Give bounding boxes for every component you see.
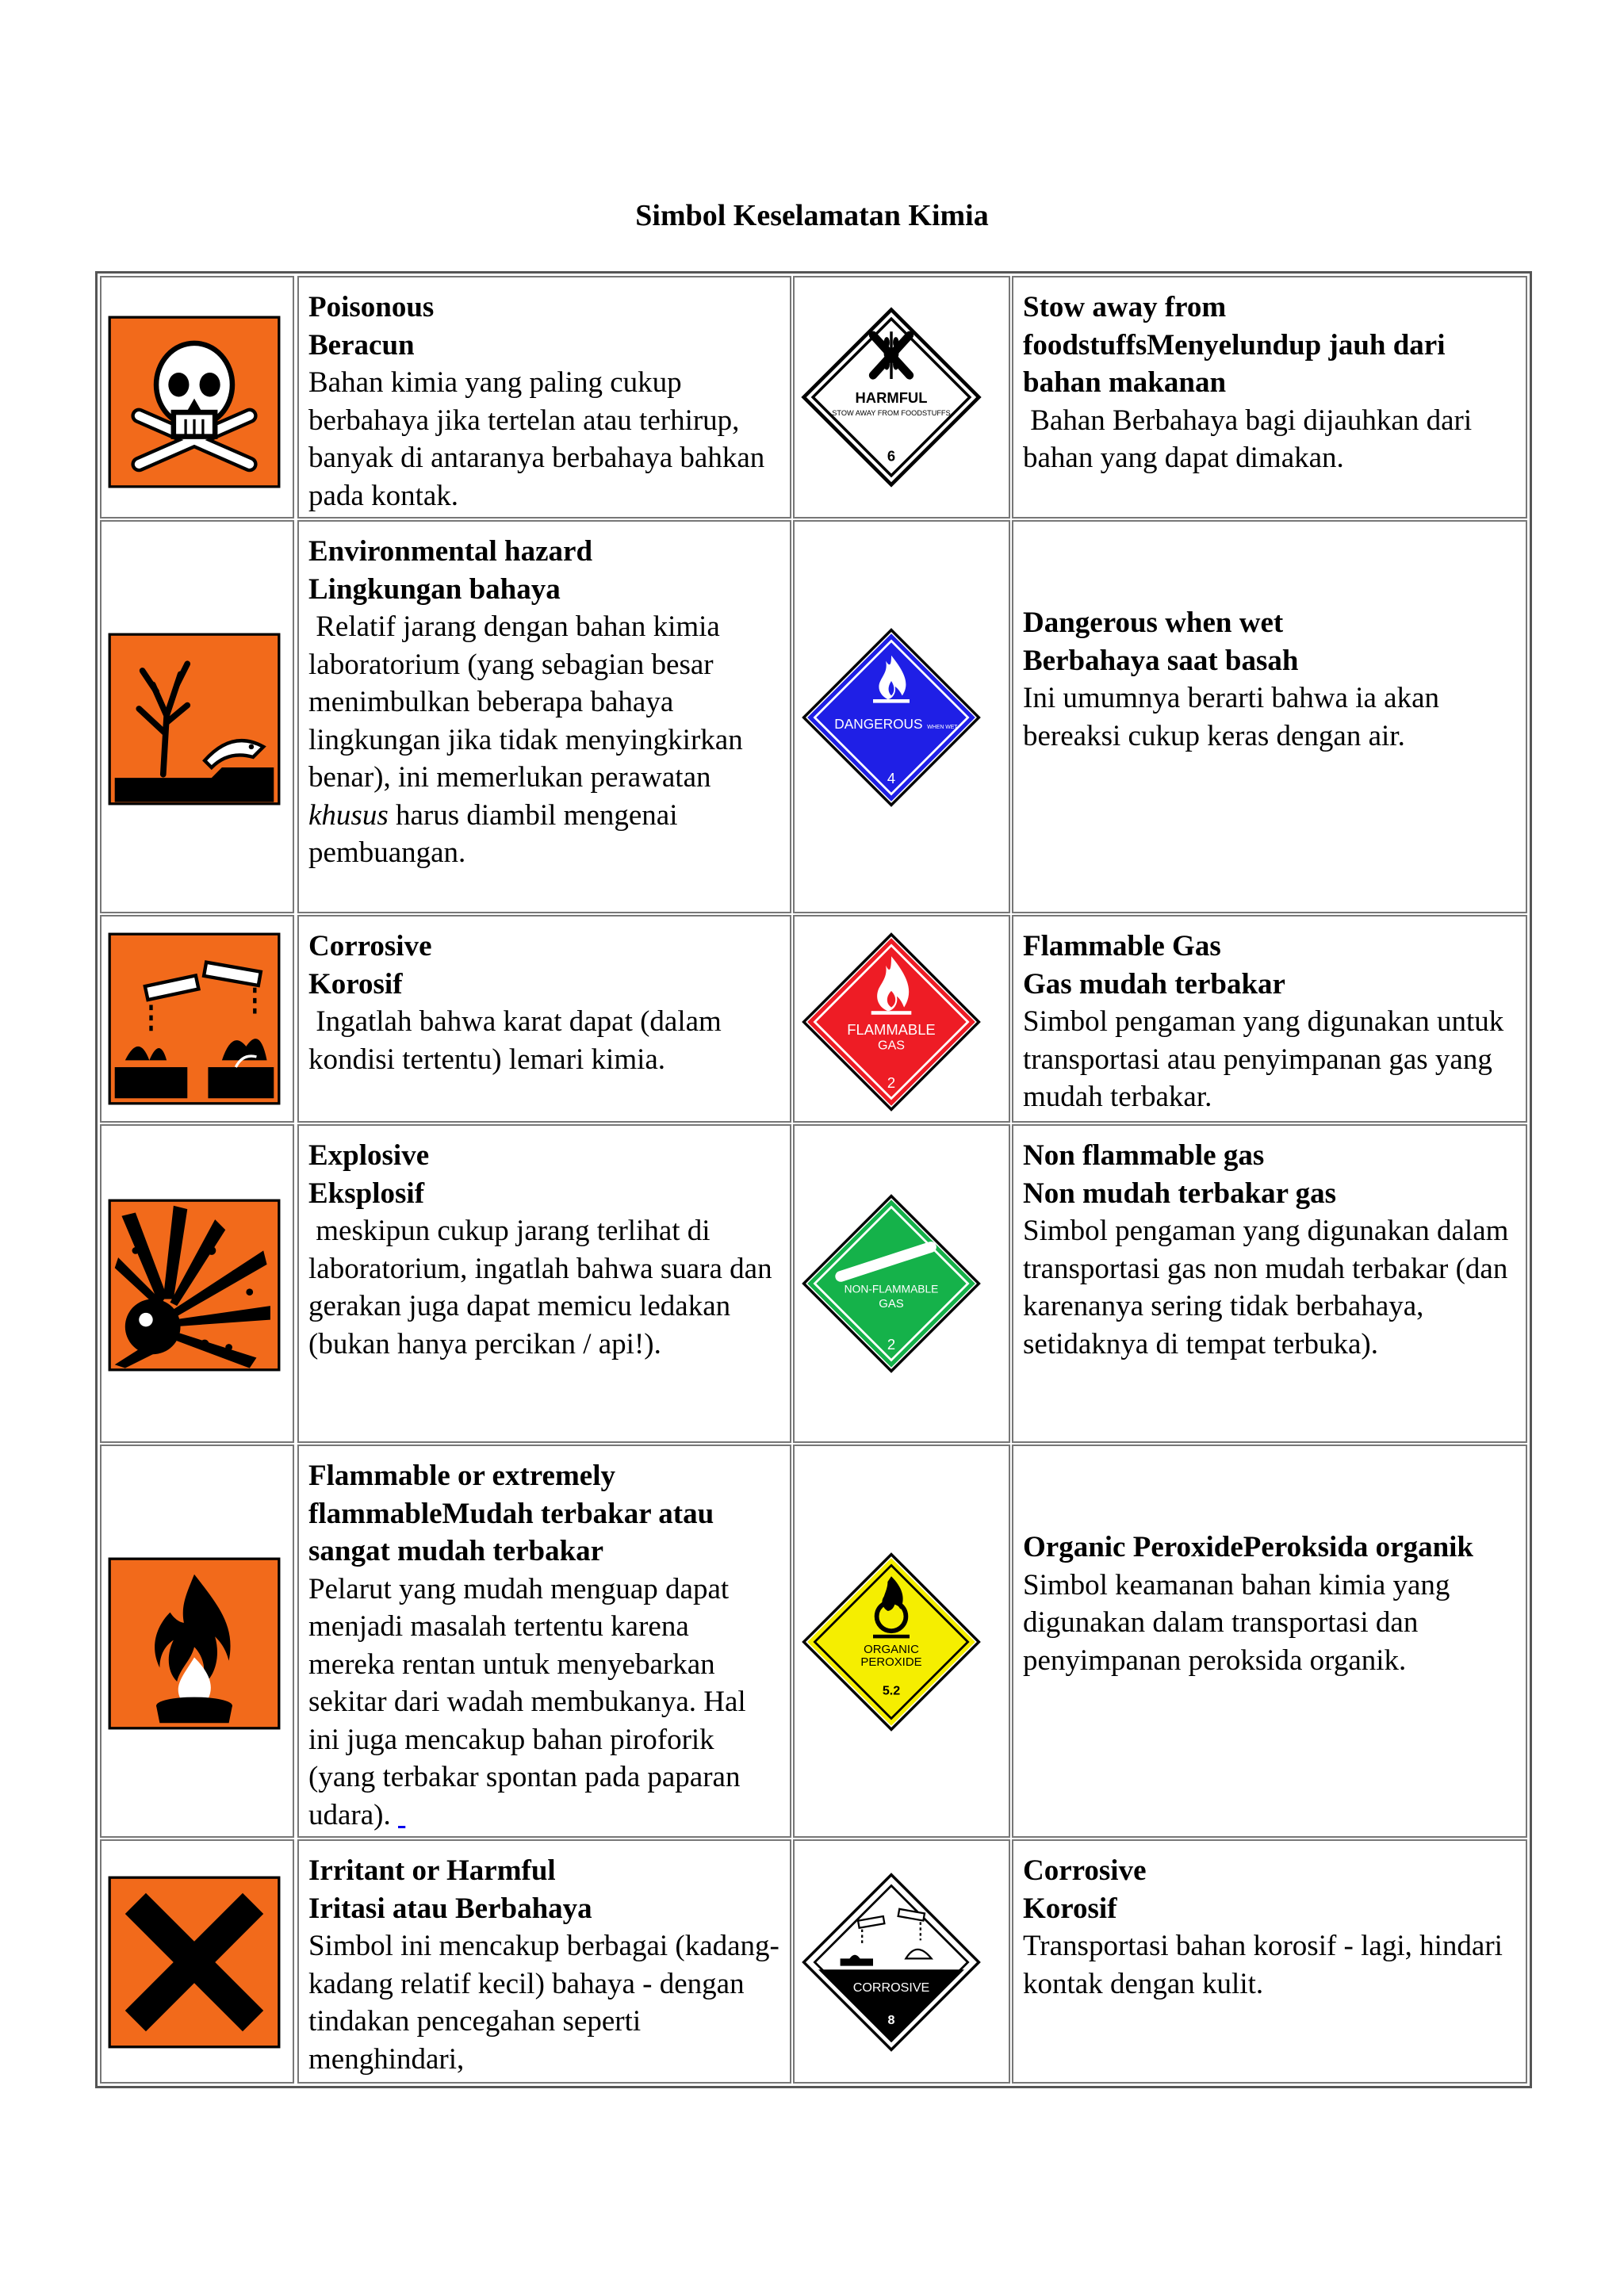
table-cell bbox=[297, 1839, 791, 2084]
table-cell bbox=[100, 1445, 294, 1838]
table-cell bbox=[793, 1124, 1010, 1443]
symbol-description: Bahan kimia yang paling cukup berbahaya jika tertelan atau terhirup, banyak di antaranya berbahaya bahkan pada kontak. bbox=[308, 366, 772, 512]
table-cell bbox=[100, 276, 294, 519]
skull-crossbones-icon bbox=[108, 316, 281, 488]
table-cell bbox=[793, 276, 1010, 519]
symbol-description: Simbol pengaman yang digunakan untuk transportasi atau penyimpanan gas yang mudah terbakar. bbox=[1023, 1005, 1511, 1113]
symbol-heading: Corrosive Korosif bbox=[308, 930, 432, 1001]
placard-class-number: 4 bbox=[887, 769, 896, 786]
symbol-description: Transportasi bahan korosif - lagi, hindari kontak dengan kulit. bbox=[1023, 1930, 1511, 2000]
dangerous-when-wet-placard-icon bbox=[800, 626, 982, 809]
page-title: Simbol Keselamatan Kimia bbox=[635, 199, 989, 232]
description-text: Relatif jarang dengan bahan kimia laboratorium (yang sebagian besar menimbulkan beberapa bahaya lingkungan jika tidak menyingkirkan benar), ini memerlukan perawatan bbox=[308, 610, 750, 794]
placard-sublabel: GAS bbox=[878, 1038, 905, 1053]
placard-class-number: 5.2 bbox=[882, 1683, 901, 1698]
table-cell bbox=[100, 520, 294, 913]
harmful-stow-away-placard-icon bbox=[800, 306, 982, 488]
symbol-heading: Dangerous when wet Berbahaya saat basah bbox=[1023, 607, 1299, 677]
symbol-description: Simbol pengaman yang digunakan dalam transportasi gas non mudah terbakar (dan karenanya sering tidak berbahaya, setidaknya di tempat terbuka). bbox=[1023, 1215, 1516, 1360]
symbol-heading: Poisonous Beracun bbox=[308, 291, 435, 362]
table-cell bbox=[793, 1445, 1010, 1838]
symbol-description: Ingatlah bahwa karat dapat (dalam kondisi tertentu) lemari kimia. bbox=[308, 1005, 730, 1076]
table-cell bbox=[297, 276, 791, 519]
symbol-heading: Flammable or extremely flammableMudah terbakar atau sangat mudah terbakar bbox=[308, 1460, 714, 1567]
placard-label: DANGEROUS bbox=[834, 715, 923, 732]
table-cell bbox=[100, 1124, 294, 1443]
table-cell bbox=[297, 1124, 791, 1443]
table-cell bbox=[1012, 1839, 1527, 2084]
symbol-description: meskipun cukup jarang terlihat di laboratorium, ingatlah bahwa suara dan gerakan juga dapat memicu ledakan (bukan hanya percikan / api!). bbox=[308, 1215, 779, 1360]
emphasis-text: khusus bbox=[308, 798, 389, 832]
placard-sublabel: GAS bbox=[879, 1296, 904, 1311]
symbol-heading: Organic PeroxidePeroksida organik bbox=[1023, 1531, 1474, 1563]
symbol-description: Ini umumnya berarti bahwa ia akan bereaksi cukup keras dengan air. bbox=[1023, 682, 1447, 752]
table-cell bbox=[297, 915, 791, 1123]
corrosive-placard-icon bbox=[800, 1871, 982, 2053]
placard-sublabel: STOW AWAY FROM FOODSTUFFS bbox=[832, 409, 951, 417]
description-text: harus diambil mengenai pembuangan. bbox=[308, 798, 685, 869]
non-flammable-gas-placard-icon bbox=[800, 1192, 982, 1375]
explosive-icon bbox=[108, 1199, 281, 1372]
table-cell bbox=[100, 915, 294, 1123]
table-cell bbox=[1012, 276, 1527, 519]
table-cell bbox=[793, 520, 1010, 913]
table-cell bbox=[1012, 1124, 1527, 1443]
table-cell bbox=[793, 915, 1010, 1123]
description-text: Pelarut yang mudah menguap dapat menjadi masalah tertentu karena mereka rentan untuk menyebarkan sekitar dari wadah membukanya. Hal ini juga mencakup bahan piroforik (yang terbakar spontan pada paparan udara). bbox=[308, 1572, 753, 1831]
placard-label: HARMFUL bbox=[855, 388, 928, 406]
symbol-heading: Flammable Gas Gas mudah terbakar bbox=[1023, 930, 1285, 1001]
table-cell bbox=[297, 520, 791, 913]
table-cell bbox=[793, 1839, 1010, 2084]
organic-peroxide-placard-icon bbox=[800, 1551, 982, 1733]
placard-label: NON-FLAMMABLE bbox=[844, 1283, 939, 1295]
symbol-description: Bahan Berbahaya bagi dijauhkan dari bahan yang dapat dimakan. bbox=[1023, 404, 1480, 474]
placard-sublabel: WHEN WET bbox=[927, 724, 958, 730]
placard-label: FLAMMABLE bbox=[847, 1021, 936, 1039]
symbol-heading: Stow away from foodstuffsMenyelundup jauh dari bahan makanan bbox=[1023, 291, 1446, 399]
corrosive-icon bbox=[108, 932, 281, 1105]
symbol-description bbox=[308, 1573, 753, 1831]
table-cell bbox=[1012, 520, 1527, 913]
placard-class-number: 8 bbox=[887, 2013, 895, 2028]
symbol-heading: Non flammable gas Non mudah terbakar gas bbox=[1023, 1139, 1337, 1210]
placard-label: CORROSIVE bbox=[852, 1980, 930, 1995]
symbol-heading: Corrosive Korosif bbox=[1023, 1854, 1147, 1925]
symbol-description bbox=[308, 608, 780, 872]
placard-label: ORGANIC bbox=[864, 1642, 919, 1656]
symbol-description: Simbol ini mencakup berbagai (kadang-kadang relatif kecil) bahaya - dengan tindakan pencegahan seperti menghindari, bbox=[308, 1930, 779, 2076]
placard-class-number: 2 bbox=[887, 1335, 896, 1353]
symbol-heading: Explosive Eksplosif bbox=[308, 1139, 430, 1210]
table-cell bbox=[1012, 1445, 1527, 1838]
anchor-link[interactable] bbox=[398, 1797, 406, 1835]
environment-hazard-icon bbox=[108, 633, 281, 806]
symbol-description: Simbol keamanan bahan kimia yang digunakan dalam transportasi dan penyimpanan peroksida organik. bbox=[1023, 1568, 1457, 1677]
flame-icon bbox=[108, 1557, 281, 1730]
flammable-gas-placard-icon bbox=[800, 931, 982, 1113]
placard-class-number: 2 bbox=[887, 1073, 896, 1091]
placard-sublabel: PEROXIDE bbox=[860, 1655, 922, 1669]
placard-class-number: 6 bbox=[887, 447, 896, 465]
symbol-heading: Environmental hazard Lingkungan bahaya bbox=[308, 535, 593, 606]
table-cell bbox=[100, 1839, 294, 2084]
table-cell bbox=[1012, 915, 1527, 1123]
table-cell bbox=[297, 1445, 791, 1838]
symbol-heading: Irritant or Harmful Iritasi atau Berbahaya bbox=[308, 1854, 592, 1925]
irritant-x-icon bbox=[108, 1876, 281, 2049]
